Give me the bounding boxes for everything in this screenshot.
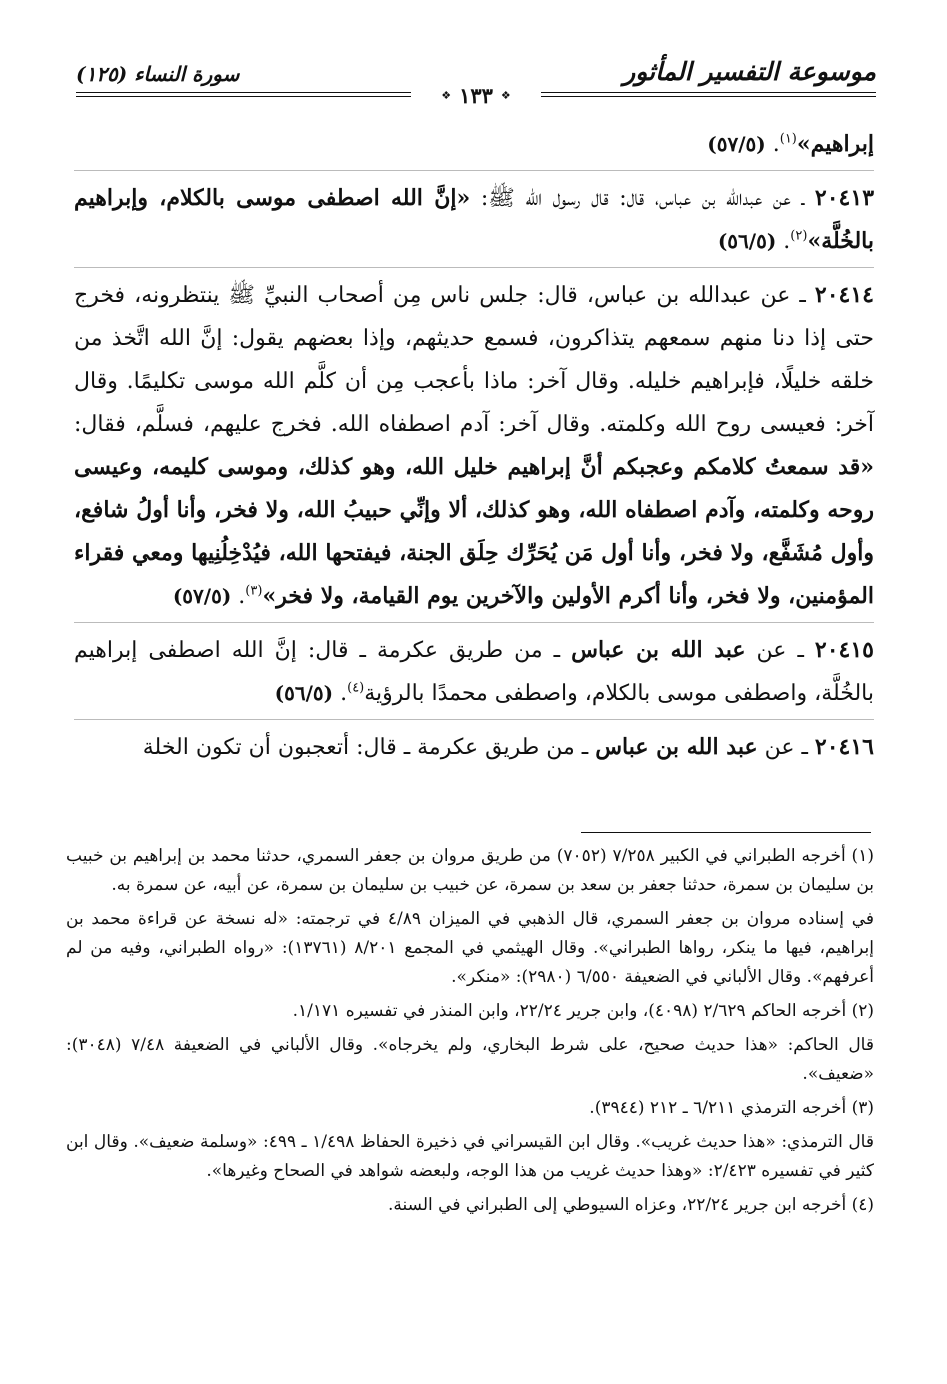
volume-reference: (٥٧/٥) [707,132,766,156]
volume-reference: (٥٦/٥) [717,229,777,253]
entry-number: ٢٠٤١٦ [814,734,874,760]
footnote-2-comment: قال الحاكم: «هذا حديث صحيح، على شرط البخاري، ولم يخرجاه». وقال الألباني في الضعيفة ٧/٤٨ (٣٠٤٨): «ضعيف». [66,1035,874,1084]
volume-reference: (٥٦/٥) [274,681,334,705]
footnote-marker: (١) [779,131,797,147]
narrator-name: عبد الله بن عباس [571,637,746,663]
hadith-quote: «قد سمعتُ كلامكم وعجبكم أنَّ إبراهيم خليل الله، وهو كذلك، وموسى كليمه، وعيسى روحه وكلمته، وآدم اصطفاه الله، وهو كذلك، ألا وإنِّي حبيبُ الله، ولا فخر، وأنا أولُ شافع، وأول مُشَفَّع، ولا فخر، وأنا أول مَن يُحَرِّك حِلَق الجنة، فيفتحها الله، فيُدْخِلُنِيها ومعي فقراء المؤمنين، ولا فخر، وأنا أكرم الأولين والآخرين يوم القيامة، ولا فخر» [74,454,874,609]
entry-text: ـ عن [757,735,815,760]
entry-divider [74,622,874,623]
quote-text: إبراهيم» [796,131,874,157]
footnotes [66,842,874,1225]
ornament-icon: ❖ [500,88,511,102]
footnote-marker: (٤) [347,680,365,696]
footnote-marker: (٢) [790,228,808,244]
footnote-rule [581,832,871,833]
page-number: ١٣٣ [459,82,493,108]
book-title: موسوعة التفسير المأثور [623,57,876,86]
punctuation: . [340,681,348,706]
punctuation: . [783,229,791,254]
entry-text: ـ عن عبدالله بن عباس، قال: جلس ناس مِن أصحاب النبيِّ ﷺ ينتظرونه، فخرج حتى إذا دنا منهم سمعهم يتذاكرون، فسمع حديثهم، وإذا بعضهم يقول: إنَّ الله اتَّخذ من خلقه خليلًا، فإبراهيم خليله. وقال آخر: ماذا بأعجب مِن أن كلَّم الله موسى تكليمًا. وقال آخر: فعيسى روح الله وكلمته. وقال آخر: آدم اصطفاه الله. فخرج عليهم، فسلَّم، فقال: [74,283,874,437]
surah-reference: سورة النساء (١٢٥) [76,62,240,86]
entry-text: ـ من طريق عكرمة ـ قال: أتعجبون أن تكون الخلة [142,735,596,760]
entry-text: ـ عن عبدالله بن عباس، قال: قال رسول الله ﷺ: [470,186,815,211]
entry-divider [74,719,874,720]
hadith-quote: «إنَّ الله اصطفى موسى بالكلام، وإبراهيم بالخُلَّة» [74,185,874,254]
entry-divider [74,267,874,268]
entry-number: ٢٠٤١٤ [814,282,874,308]
page-header [76,46,876,116]
entry-number: ٢٠٤١٣ [814,185,875,211]
narrator-name: عبد الله بن عباس [595,734,758,760]
volume-reference: (٥٧/٥) [172,584,232,608]
entry-divider [74,170,874,171]
footnote-2: (٢) أخرجه الحاكم ٢/٦٢٩ (٤٠٩٨)، وابن جرير ٢٢/٢٤، وابن المنذر في تفسيره ١/١٧١. [292,1001,874,1021]
entry-number: ٢٠٤١٥ [814,637,874,663]
entry-20413 [74,177,874,263]
footnote-1-comment: في إسناده مروان بن جعفر السمري، قال الذهبي في الميزان ٤/٨٩ في ترجمته: «له نسخة عن قراءة محمد بن إبراهيم، فيها ما ينكر، رواها الطبراني». وقال الهيثمي في المجمع ٨/٢٠١ (١٣٧٦١): «رواه الطبراني، وفيه من لم أعرفهم». وقال الألباني في الضعيفة ٦/٥٥٠ (٢٩٨٠): «منكر». [66,909,874,987]
footnote-4: (٤) أخرجه ابن جرير ٢٢/٢٤، وعزاه السيوطي إلى الطبراني في السنة. [388,1195,874,1215]
footnote-3: (٣) أخرجه الترمذي ٦/٢١١ ـ ٢١٢ (٣٩٤٤). [589,1098,874,1118]
footnote-1: (١) أخرجه الطبراني في الكبير ٧/٢٥٨ (٧٠٥٢) من طريق مروان بن جعفر السمري، حدثنا محمد بن إبراهيم بن خبيب بن سليمان بن سمرة، حدثنا جعفر بن سعد بن سمرة، عن خبيب بن سليمان بن سمرة، عن أبيه، عن سمرة به. [66,846,874,895]
entry-20414 [74,274,874,618]
ornament-icon: ❖ [441,88,452,102]
entry-20415 [74,629,874,715]
punctuation: . [772,132,780,157]
paragraph-continuation [74,123,874,166]
punctuation: . [238,584,246,609]
footnote-marker: (٣) [245,583,263,599]
footnote-3-comment: قال الترمذي: «هذا حديث غريب». وقال ابن القيسراني في ذخيرة الحفاظ ١/٤٩٨ ـ ٤٩٩: «وسلمة ضعيف». وقال ابن كثير في تفسيره ٢/٤٢٣: «وهذا حديث غريب من هذا الوجه، ولبعضه شواهد في الصحاح وغيرها». [66,1132,874,1181]
main-text [74,123,874,769]
entry-20416 [74,726,874,769]
entry-text: ـ عن [745,638,815,663]
page-number-box [411,82,541,108]
entry-text: ـ من طريق عكرمة ـ قال: إنَّ الله اصطفى إبراهيم بالخُلَّة، واصطفى موسى بالكلام، واصطفى محمدًا بالرؤية [74,638,874,706]
